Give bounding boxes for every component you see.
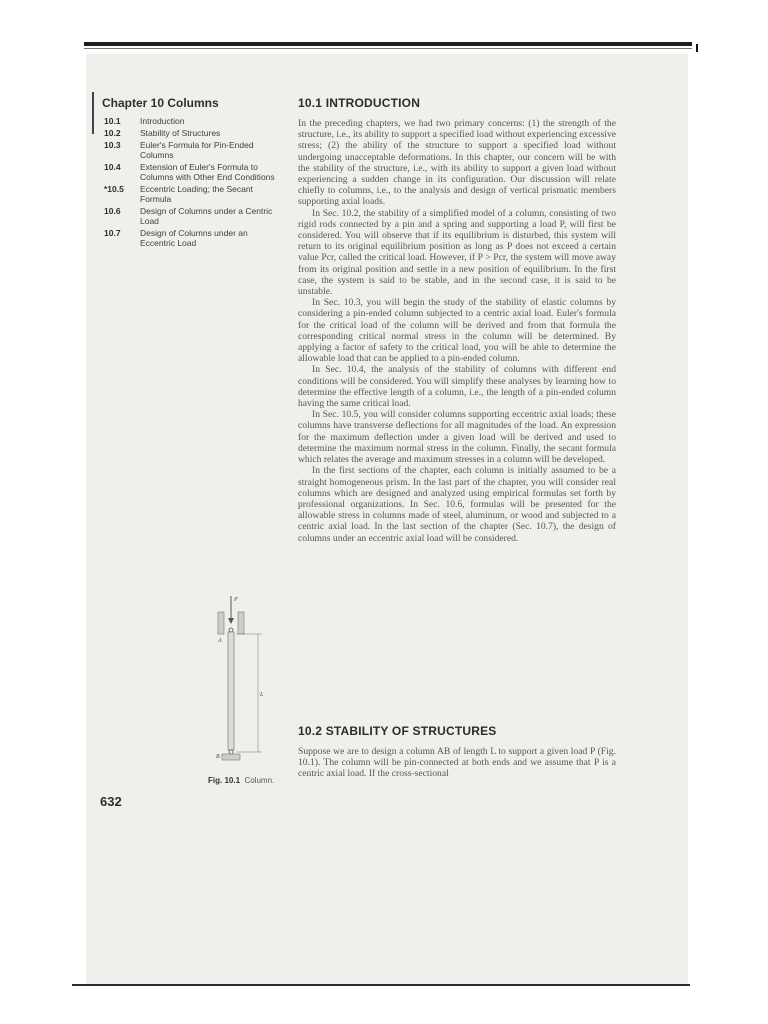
length-label: L [260,692,264,698]
paragraph: In the first sections of the chapter, each column is initially assumed to be a straight homogeneous prism. In the last part of the chapter, you will consider real columns which are designed and analyzed using empirical formulas set forth by professional organizations. In Sec. 10.6, formulas will be presented for the allowable stress in columns made of steel, aluminum, or wood and subjected to a centric axial load. In the last section of the chapter (Sec. 10.7), the design of columns under an eccentric axial load will be considered. [298,465,616,544]
toc-number: 10.3 [104,140,121,150]
toc-item [104,184,280,204]
chapter-title: Chapter 10 Columns [102,96,219,110]
toc-title: Eccentric Loading; the Secant Formula [140,184,253,204]
paragraph: In Sec. 10.5, you will consider columns supporting eccentric axial loads; these columns have transverse deflections for all magnitudes of the load. An expression for the maximum deflection under a given load will be derived and used to determine the maximum normal stress in the column. Finally, the secant formula which relates the average and maximum stresses in a column will be developed. [298,409,616,466]
toc-number: 10.1 [104,116,121,126]
page-number: 632 [100,794,122,809]
toc-number: 10.7 [104,228,121,238]
top-support-right [238,612,244,634]
section-heading-stability: 10.2 STABILITY OF STRUCTURES [298,724,497,738]
toc-item [104,206,280,226]
paragraph: In Sec. 10.3, you will begin the study of the stability of elastic columns by considering a pin-ended column subjected to a centric axial load. Euler's formula for the critical load of the column will be derived and from that formula the corresponding critical normal stress in the column will be determined. By applying a factor of safety to the critical load, you will be able to determine the allowable load that can be applied to a pin-ended column. [298,297,616,365]
bottom-rule [72,984,690,986]
figure-caption [208,776,274,785]
toc-number: 10.4 [104,162,121,172]
toc-title: Design of Columns under a Centric Load [140,206,273,226]
paragraph: In Sec. 10.2, the stability of a simplified model of a column, consisting of two rigid rods connected by a pin and a spring and supporting a load P, will first be considered. You will observe that if its equilibrium is disturbed, this system will return to its original equilibrium position as long as P does not exceed a certain value Pcr, called the critical load. However, if P > Pcr, the system will move away from its original position and settle in a new position of equilibrium. In the first case, the system is said to be stable, and in the second case, it is said to be unstable. [298,207,616,298]
stability-text [298,746,616,780]
point-b-label: B [216,754,220,760]
paragraph: In Sec. 10.4, the analysis of the stability of columns with different end conditions will be considered. You will simplify these analyses by learning how to determine the effective length of a column, i.e., the length of a pin-ended column having the same critical load. [298,364,616,410]
paragraph: In the preceding chapters, we had two primary concerns: (1) the strength of the structure, i.e., its ability to support a specified load without experiencing excessive stress; (2) the ability of the structure to support a specified load without undergoing unacceptable deformations. In this chapter, our concern will be with the stability of the structure, i.e., with its ability to support a given load without experiencing a sudden change in its configuration. Our discussion will relate chiefly to columns, i.e., to the analysis and design of vertical prismatic members supporting axial loads. [298,118,616,208]
book-page [86,54,688,984]
top-support-left [218,612,224,634]
section-heading-introduction: 10.1 INTRODUCTION [298,96,421,110]
chapter-marker-bar [92,92,94,134]
load-label: P [234,597,238,603]
bottom-support [222,754,240,760]
toc-title: Extension of Euler's Formula to Columns with Other End Conditions [140,162,275,182]
toc-item [104,228,280,248]
toc-item [104,162,280,182]
point-a-label: A [218,638,222,644]
column-figure [214,592,274,770]
toc-number: *10.5 [104,184,124,194]
toc-item [104,116,280,126]
column-bar [228,632,234,750]
pin-b-icon [229,750,233,754]
toc-title: Stability of Structures [140,128,221,138]
toc-title: Introduction [140,116,185,126]
toc-item [104,140,280,160]
top-rule-thin [84,48,692,49]
margin-mark [696,44,698,52]
pin-a-icon [229,628,233,632]
top-rule [84,42,692,46]
introduction-text [298,118,616,544]
toc-title: Euler's Formula for Pin-Ended Columns [140,140,254,160]
figure-caption-text: Column. [244,776,275,785]
toc-title: Design of Columns under an Eccentric Load [140,228,248,248]
toc-item [104,128,280,138]
paragraph: Suppose we are to design a column AB of length L to support a given load P (Fig. 10.1). The column will be pin-connected at both ends and we assume that P is a centric axial load. If the cross-sectional [298,746,616,780]
toc-number: 10.6 [104,206,121,216]
arrowhead-icon [228,618,234,624]
figure-number: Fig. 10.1 [208,776,241,785]
toc-number: 10.2 [104,128,121,138]
chapter-contents [104,116,280,250]
